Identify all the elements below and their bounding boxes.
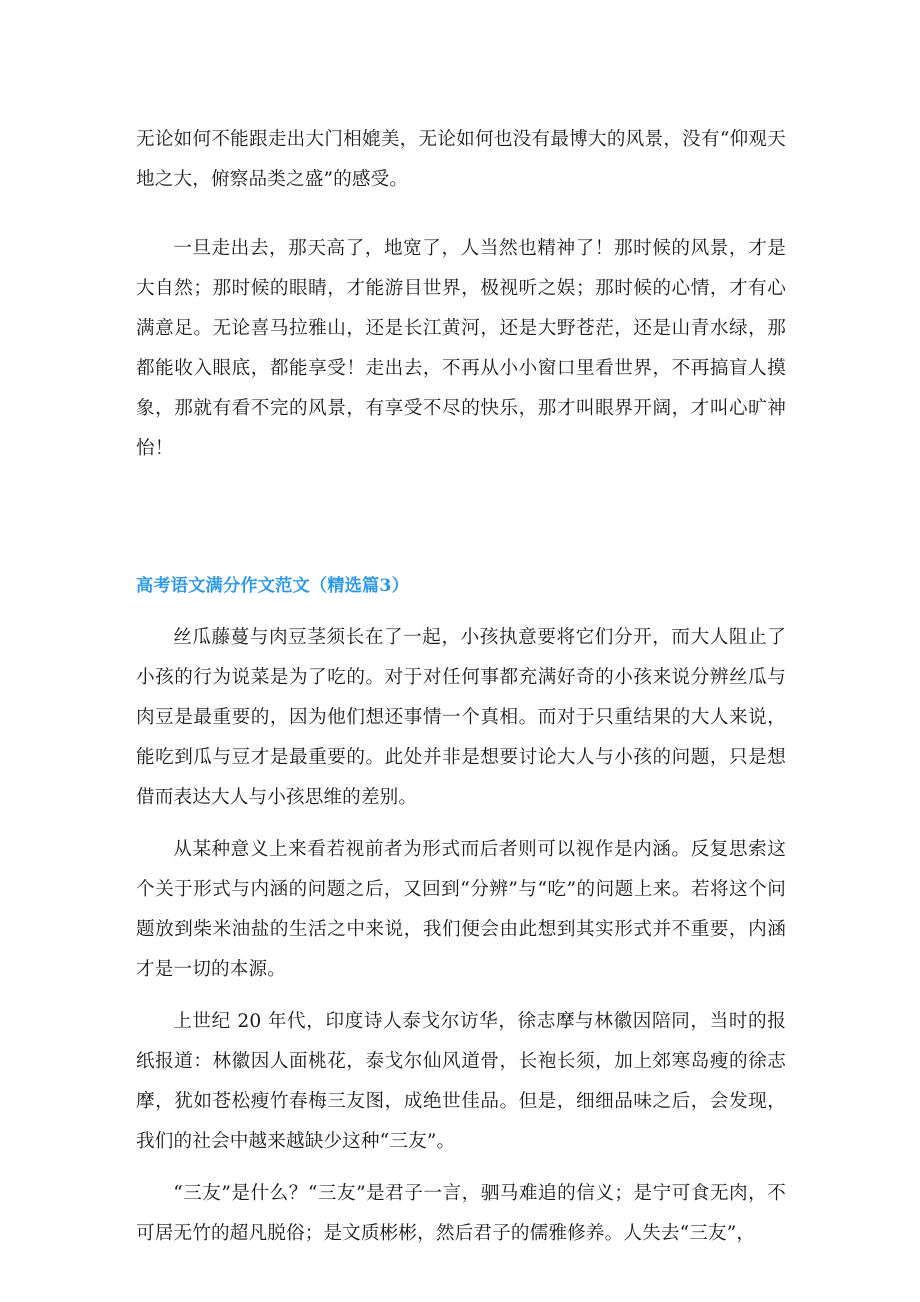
heading-bottom-spacer [136,599,786,618]
heading-top-spacer [136,469,786,573]
section-heading: 高考语文满分作文范文（精选篇3） [136,576,409,596]
paragraph-4: 从某种意义上来看若视前者为形式而后者则可以视作是内涵。反复思索这个关于形式与内涵的问题之后，又回到“分辨”与“吃”的问题上来。若将这个问题放到柴米油盐的生活之中来说，我们便会由此想到其实形式并不重要，内涵才是一切的本源。 [136,839,786,980]
paragraph-5: 上世纪 20 年代，印度诗人泰戈尔访华，徐志摩与林徽因陪同，当时的报纸报道：林徽因人面桃花，泰戈尔仙风道骨，长袍长须，加上郊寒岛瘦的徐志摩，犹如苍松瘦竹春梅三友图，成绝世佳品。但是，细细品味之后，会发现，我们的社会中越来越缺少这种“三友”。 [136,1011,786,1152]
document-content [136,120,786,1254]
paragraph-6: “三友”是什么？“三友”是君子一言，驷马难追的信义；是宁可食无肉，不可居无竹的超凡脱俗；是文质彬彬，然后君子的儒雅修养。人失去“三友”， [136,1183,786,1244]
paragraph-3: 丝瓜藤蔓与肉豆茎须长在了一起，小孩执意要将它们分开，而大人阻止了小孩的行为说菜是为了吃的。对于对任何事都充满好奇的小孩来说分辨丝瓜与肉豆是最重要的，因为他们想还事情一个真相。而对于只重结果的大人来说，能吃到瓜与豆才是最重要的。此处并非是想要讨论大人与小孩的问题，只是想借而表达大人与小孩思维的差别。 [136,627,786,808]
paragraph-2: 一旦走出去，那天高了，地宽了，人当然也精神了！那时候的风景，才是大自然；那时候的眼睛，才能游目世界，极视听之娱；那时候的心情，才有心满意足。无论喜马拉雅山，还是长江黄河，还是大野苍茫，还是山青水绿，那都能收入眼底，都能享受！走出去，不再从小小窗口里看世界，不再搞盲人摸象，那就有看不完的风景，有享受不尽的快乐，那才叫眼界开阔，才叫心旷神怡！ [136,238,786,459]
paragraph-spacer-5 [136,1162,786,1174]
paragraph-spacer-4 [136,990,786,1002]
page-top-margin [0,0,920,120]
paragraph-1: 无论如何不能跟走出大门相媲美，无论如何也没有最博大的风景，没有“仰观天地之大，俯察品类之盛”的感受。 [136,129,786,190]
paragraph-spacer-3 [136,818,786,830]
paragraph-spacer-1 [136,200,786,229]
